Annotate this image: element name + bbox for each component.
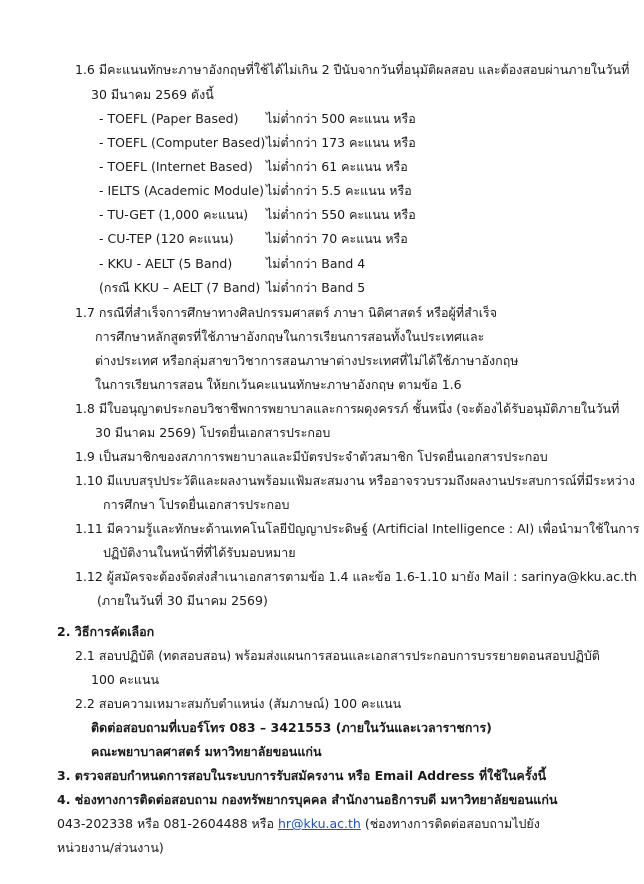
item-1-11-line1: 1.11 มีความรู้และทักษะด้านเทคโนโลยีปัญญาประดิษฐ์ (Artificial Intelligence : AI) เพื่อนำมาใช้ในการ [75, 521, 640, 536]
test-name: - TOEFL (Computer Based) [99, 135, 266, 150]
test-name: (กรณี KKU – AELT (7 Band) [99, 280, 261, 295]
section-3-heading: 3. ตรวจสอบกำหนดการสอบในระบบการรับสมัครงาน หรือ Email Address ที่ใช้ในครั้งนี้ [57, 768, 547, 783]
test-name: - CU-TEP (120 คะแนน) [99, 231, 234, 246]
item-1-7-line2: การศึกษาหลักสูตรที่ใช้ภาษาอังกฤษในการเรียนการสอนทั้งในประเทศและ [95, 329, 485, 344]
test-name: - IELTS (Academic Module) [99, 183, 265, 198]
test-requirement: ไม่ต่ำกว่า 500 คะแนน หรือ [266, 111, 416, 126]
item-1-6-line1: 1.6 มีคะแนนทักษะภาษาอังกฤษที่ใช้ได้ไม่เกิน 2 ปีนับจากวันที่อนุมัติผลสอบ และต้องสอบผ่านภายในวันที่ [75, 62, 630, 77]
test-requirement: ไม่ต่ำกว่า 70 คะแนน หรือ [266, 231, 408, 246]
item-1-11-line2: ปฏิบัติงานในหน้าที่ที่ได้รับมอบหมาย [103, 545, 296, 560]
item-2-2: 2.2 สอบความเหมาะสมกับตำแหน่ง (สัมภาษณ์) 100 คะแนน [75, 696, 402, 711]
item-1-7-line4: ในการเรียนการสอน ให้ยกเว้นคะแนนทักษะภาษาอังกฤษ ตามข้อ 1.6 [95, 377, 462, 392]
test-requirement: ไม่ต่ำกว่า Band 4 [266, 256, 366, 271]
section-4-heading: 4. ช่องทางการติดต่อสอบถาม กองทรัพยากรบุคคล สำนักงานอธิการบดี มหาวิทยาลัยขอนแก่น [57, 792, 558, 807]
test-requirement: ไม่ต่ำกว่า Band 5 [266, 280, 366, 295]
test-name: - KKU - AELT (5 Band) [99, 256, 233, 271]
item-1-10-line1: 1.10 มีแบบสรุปประวัติและผลงานพร้อมแฟ้มสะสมงาน หรืออาจรวบรวมถึงผลงานประสบการณ์ที่มีระหว่าง [75, 473, 635, 488]
test-requirement: ไม่ต่ำกว่า 550 คะแนน หรือ [266, 207, 416, 222]
test-requirement: ไม่ต่ำกว่า 173 คะแนน หรือ [266, 135, 416, 150]
section-2-heading: 2. วิธีการคัดเลือก [57, 624, 155, 639]
contact-note: (ช่องทางการติดต่อสอบถามไปยัง [360, 816, 540, 831]
item-1-9: 1.9 เป็นสมาชิกของสภาการพยาบาลและมีบัตรประจำตัวสมาชิก โปรดยื่นเอกสารประกอบ [75, 449, 548, 464]
item-1-12-line2: (ภายในวันที่ 30 มีนาคม 2569) [97, 593, 268, 608]
test-requirement: ไม่ต่ำกว่า 61 คะแนน หรือ [266, 159, 408, 174]
section-4-line3: หน่วยงาน/ส่วนงาน) [57, 840, 164, 855]
item-1-12-line1: 1.12 ผู้สมัครจะต้องจัดส่งสำเนาเอกสารตามข้อ 1.4 และข้อ 1.6-1.10 มายัง Mail : sarinya@kku.ac.th [75, 569, 637, 584]
test-row [99, 111, 238, 127]
item-1-7-line1: 1.7 กรณีที่สำเร็จการศึกษาทางศิลปกรรมศาสตร์ ภาษา นิติศาสตร์ หรือผู้ที่สำเร็จ [75, 305, 498, 320]
section-4-contact-line [57, 816, 540, 832]
test-name: - TOEFL (Internet Based) [99, 159, 253, 174]
test-name: - TOEFL (Paper Based) [99, 111, 239, 126]
phone-numbers: 043-202338 หรือ 081-2604488 หรือ [57, 816, 278, 831]
test-name: - TU-GET (1,000 คะแนน) [99, 207, 249, 222]
item-2-1-line1: 2.1 สอบปฏิบัติ (ทดสอบสอน) พร้อมส่งแผนการสอนและเอกสารประกอบการบรรยายตอนสอบปฏิบัติ [75, 648, 600, 663]
item-1-10-line2: การศึกษา โปรดยื่นเอกสารประกอบ [103, 497, 290, 512]
item-2-1-line2: 100 คะแนน [91, 672, 160, 687]
item-1-8-line1: 1.8 มีใบอนุญาตประกอบวิชาชีพการพยาบาลและการผดุงครรภ์ ชั้นหนึ่ง (จะต้องได้รับอนุมัติภายในวันที่ [75, 401, 620, 416]
email-link[interactable]: hr@kku.ac.th [277, 816, 361, 831]
item-1-6-line2: 30 มีนาคม 2569 ดังนี้ [91, 87, 214, 102]
faculty-name: คณะพยาบาลศาสตร์ มหาวิทยาลัยขอนแก่น [91, 744, 322, 759]
contact-phone: ติดต่อสอบถามที่เบอร์โทร 083 – 3421553 (ภายในวันและเวลาราชการ) [91, 720, 492, 735]
item-1-7-line3: ต่างประเทศ หรือกลุ่มสาขาวิชาการสอนภาษาต่างประเทศที่ไม่ได้ใช้ภาษาอังกฤษ [95, 353, 519, 368]
test-requirement: ไม่ต่ำกว่า 5.5 คะแนน หรือ [266, 183, 412, 198]
item-1-8-line2: 30 มีนาคม 2569) โปรดยื่นเอกสารประกอบ [95, 425, 331, 440]
